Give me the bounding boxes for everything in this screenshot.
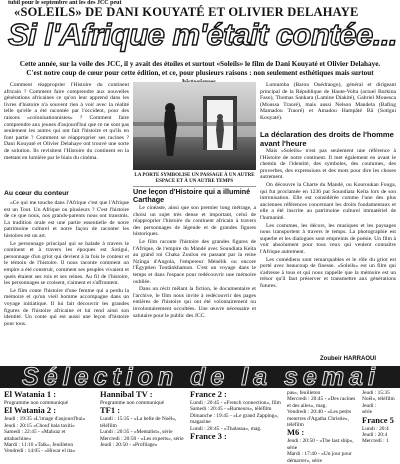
paragraph: «Ce qui me touche dans l'Afrique c'est que l'Afrique est un Tout. Un Afrique ou plusieurs ? C'est l'histoire de ce que nous, nos grands-parents nous ont transmis. La tradition orale est une partie essentielle de notre patrimoine culturel et notre façon de raconter les histoires est un art. [4, 200, 129, 239]
listing-line: Mercredi : 20:45 - «Des racines et des ailes», mag. [287, 396, 356, 409]
listing-line: Programme non communiqué [100, 400, 165, 406]
article-column-2 [133, 205, 256, 364]
listing-line: Jeudi : 20:15 «Chouf bala taxiti» [4, 422, 75, 429]
paragraph: Le film conte l'histoire d'une femme qui a perdu la mémoire et qu'un vieil homme accompagne dans un voyage initiatique. Il lui fait découvrir les grandes figures de l'histoire africaine et lui rend ainsi son identité. Un conte qui est aussi une leçon d'histoire pour tous. [4, 287, 129, 327]
tv-listings [0, 389, 400, 464]
listing-line: Lundi : 20:35 - «Mentalist», série [100, 429, 173, 436]
channel-name: France 2 : [190, 389, 227, 399]
listing-line: Lundi : 20:45 - «Thalassa», mag. [190, 425, 262, 432]
listing-line: Jeudi : 20:4 [362, 432, 388, 439]
section-subhead: Au cœur du conteur [4, 190, 69, 197]
tv-listing-column [190, 390, 282, 454]
tv-section-title: Sélection de la semai [22, 363, 380, 391]
paragraph: Les costumes, les décors, les musiques et les paysages nous transportent à travers le temps. La photographie est superbe et les dialogues sont empreints de poésie. Un film à voir absolument pour tous ceux qui veulent connaître l'Afrique autrement. [260, 222, 396, 255]
channel-name: France 5 [362, 414, 394, 425]
tv-listing-column [287, 390, 357, 464]
paragraph: Le film raconte l'histoire des grandes figures de l'Afrique, de l'empire du Mandé avec Soundiata Keïta au grand roi Chaka Zoulou en passant par la reine Nzinga d'Angola, l'empereur Ménélik ou encore l'Égyptien Toutânkhamon. C'est un voyage dans le temps et dans l'espace pour redécouvrir une mémoire oubliée. [133, 238, 256, 285]
paragraph: Lumumba (Baron Ouédraogo), général et dirigeant principal de la République de Haute-Volta (actuel Burkina Faso), Thomas Sankara (Lamine Diakité), Gabriel Mouesca (Moussa Traoré), mais aussi Nelson Mandela (Bafing Mamadou Traoré) et Amadou Hampâté Bâ (Sotigui Kouyaté). [260, 82, 396, 121]
channel-name: Hannibal TV : [100, 389, 153, 399]
listing-line: Mardi : 11:10 «Talk», feuilleton [4, 442, 74, 449]
article-column-1-cont [4, 189, 129, 364]
listing-line: Mardi : 17:40 - «Un jour pour démarrer», série [287, 451, 352, 464]
paragraph: On découvre la Charte du Mandé, ou Kouroukan Fouga, qui fut proclamée en 1236 par Soundiata Keïta lors de son intronisation. Elle est considérée comme l'une des plus anciennes références concernant les droits fondamentaux et elle a été inscrite au patrimoine culturel immatériel de l'humanité. [260, 181, 396, 221]
listing-line: Samedi : 20:45 - «Rumeurs», téléfilm [190, 406, 272, 413]
listing-line: Jeudi : 15:35 [362, 390, 390, 396]
listing-line: Lundi : 20:4 [362, 425, 389, 432]
section-subhead: La déclaration des droits de l'homme avant l'heure [260, 130, 394, 148]
listing-line: Samedi : 22:45 - «Mahraz et attabachine» [4, 429, 66, 442]
channel-name: TF1 : [100, 405, 121, 416]
listing-line: Programme non communiqué [4, 400, 69, 406]
listing-line: Lundi : 20:45 - «French connection», film [190, 400, 281, 406]
listing-line: série [362, 409, 373, 416]
author-signature: Zoubeir HARRAOUI [320, 356, 376, 362]
listing-line: Jeudi : 19:35 «L'image d'aujourd'hui» [4, 416, 86, 423]
listing-line: pas», feuilleton [287, 390, 321, 396]
paragraph: Mais «Soleils» n'est pas seulement une référence à l'Histoire de notre continent. Il met également en avant le chemin de l'identité, des symboles, des coutumes, des proverbes, des expressions et des mots pour dire les choses autrement. [260, 148, 396, 181]
article-headline: Si l'Afrique m'était contée... [8, 17, 398, 52]
listing-line: Jeudi : 20:50 - «Profilage» [100, 442, 158, 449]
tv-listing-column [362, 390, 400, 454]
article-kicker: «SOLEILS» DE DANI KOUYATÉ ET OLIVIER DELAHAYE [14, 5, 359, 19]
paragraph: Le personnage principal qui se balade à travers le continent et à travers les époques est Sotigui, personnage d'un griot qui devient à la fois le conteur et le témoin de l'histoire. Il nous raconte comment un empire a été construit, comment ses peuples vivaient et quels étaient ses rois et ses reines. Au fil de l'histoire, les personnages se croisent, s'aiment et s'affrontent. [4, 240, 129, 287]
tv-listing-column [4, 390, 94, 454]
listing-line: Dimanche : 19:45 - «Le grand Zapping», magazine [190, 412, 279, 426]
article-photo [133, 82, 256, 170]
top-strip-text: tubil pour le septembre ant les des JCC peut [8, 0, 122, 6]
channel-name: M6 : [287, 427, 305, 438]
channel-name: El Watania 1 : [4, 389, 57, 399]
photo-caption: LA PORTE SYMBOLISE UN PASSAGE À UN AUTRE ESPACE ET À UN AUTRE TEMPS [134, 173, 255, 184]
paragraph: Comment réapproprier l'Histoire du continent africain ? Comment faire comprendre aux nouvelles générations africaines ce qu'on leur apprend dans les livres d'histoire n'a souvent rien à voir avec la réalité telle qu'elle a été racontée par l'occident, pour des raisons «colonisationnistes» ? Comment faire comprendre aux jeunes d'aujourd'hui que ce ne sont pas seulement les autres qui ont fait l'histoire et qu'ils en font partie ? Comment se réapproprier ses racines ? Dani Kouyaté et Olivier Delahaye ont trouvé une sorte de solution. Ils revisitent l'Histoire du continent en la mettant en lumière par le biais du cinéma. [4, 82, 129, 161]
listing-line: Lundi : 15:35 - «La belle de Noël», téléfilm [100, 416, 177, 429]
listing-line: Jeudi : 20:50 - «The last ship», série [287, 438, 354, 451]
film-still-image [133, 82, 256, 170]
channel-name: France 3 : [190, 431, 227, 442]
article-column-1 [4, 82, 129, 180]
listing-line: Mercredi : 1 [362, 438, 389, 445]
listing-line: Noël», téléfilm [362, 396, 395, 403]
listing-line: Mercredi : 20:50 - «Les experts», série [100, 435, 184, 442]
paragraph: Dans un récit mêlant la fiction, le documentaire et l'archive, le film nous invite à redécouvrir des pages entières de l'histoire qui ont été volontairement ou involontairement occultées. Une œuvre nécessaire et salutaire pour le public des JCC. [133, 286, 256, 319]
paragraph: Le cinéaste, ainsi que son premier long métrage, a choisi un sujet très dense et important, celui de réapproprier l'histoire du continent africain à travers des personnages de légende et de grandes figures historiques. [133, 205, 256, 238]
paragraph: Les comédiens sont remarquables et le rôle du griot est porté avec beaucoup de finesse. «Soleils» est un film qui s'adresse à tous et qui nous rappelle que la mémoire est un trésor qu'il faut préserver et transmettre aux générations futures. [260, 256, 396, 289]
listing-line: Jeudi : [362, 402, 377, 409]
tv-listing-column [100, 390, 184, 454]
channel-name: El Watania 2 : [4, 405, 57, 416]
article-column-3-cont [260, 148, 396, 364]
article-lead: Cette année, sur la voile des JCC, il y avait des étoiles et surtout «Soleils» le film de Dani Kouyaté et Olivier Delahaye. C'est notre coup de cœur pour cette édition, et ce, pour plusieurs raisons : non seulement esthétiques mais surtout [19, 60, 381, 77]
listing-line: Vendredi : 14:05 - «Hiwar el ita» [4, 448, 76, 455]
article-column-3 [260, 82, 396, 130]
section-subhead: Une leçon d'Histoire qui a illuminé Carthage [133, 187, 251, 204]
listing-line: Vendredi : 20:40 - «Les petits meurtres d'Agatha Christie», téléfilm [287, 409, 351, 429]
tv-section-banner [0, 363, 400, 391]
